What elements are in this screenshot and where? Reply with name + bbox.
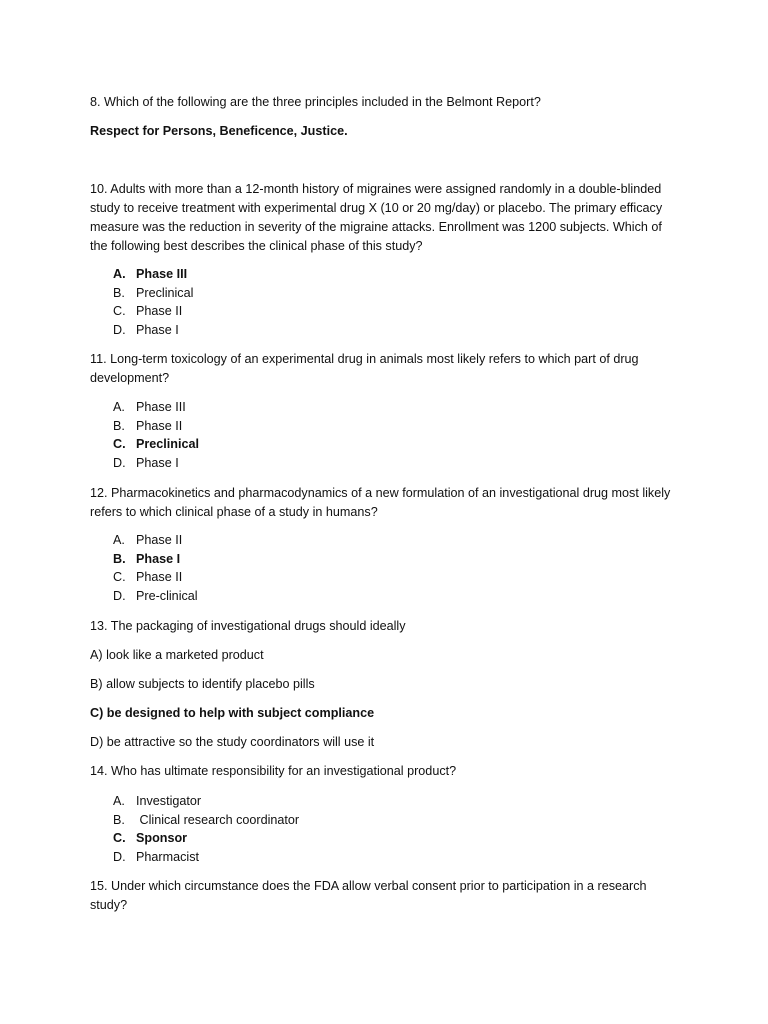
option-letter: B. xyxy=(113,551,126,566)
question-15-text: 15. Under which circumstance does the FDA allow verbal consent prior to participation in a research study? xyxy=(90,879,647,912)
option xyxy=(113,848,299,867)
option xyxy=(113,811,299,830)
question-12-options xyxy=(113,531,198,605)
option-text: Phase I xyxy=(136,455,179,470)
option xyxy=(113,284,193,303)
option xyxy=(113,398,199,417)
question-8-answer: Respect for Persons, Beneficence, Justice. xyxy=(90,124,348,138)
option-letter: A. xyxy=(113,267,126,281)
option-text: Preclinical xyxy=(136,285,194,300)
option-letter: C. xyxy=(113,831,126,846)
option xyxy=(113,587,198,606)
option-letter: B. xyxy=(113,418,125,433)
option xyxy=(113,792,299,811)
question-8-text: 8. Which of the following are the three principles included in the Belmont Report? xyxy=(90,95,541,109)
option-letter: B. xyxy=(113,812,125,827)
question-12-text: 12. Pharmacokinetics and pharmacodynamics of a new formulation of an investigational drug most likely refers to which clinical phase of a study in humans? xyxy=(90,486,671,519)
question-10-options xyxy=(113,265,193,339)
option-text: Pharmacist xyxy=(136,849,199,864)
option xyxy=(113,568,198,587)
question-14-text: 14. Who has ultimate responsibility for an investigational product? xyxy=(90,764,457,778)
option-letter: B. xyxy=(113,285,125,300)
option xyxy=(113,417,199,436)
question-13-option-b: B) allow subjects to identify placebo pills xyxy=(90,677,315,691)
option-text: Phase I xyxy=(136,322,179,337)
option-text: Pre-clinical xyxy=(136,588,198,603)
option xyxy=(113,829,299,848)
option xyxy=(113,531,198,550)
question-14-options xyxy=(113,792,299,866)
option xyxy=(113,302,193,321)
option xyxy=(113,454,199,473)
question-10-text: 10. Adults with more than a 12-month history of migraines were assigned randomly in a double-blinded study to receive treatment with experimental drug X (10 or 20 mg/day) or placebo. The primary efficacy measure was the reduction in severity of the migraine attacks. Enrollment was 1200 subjects. Which of the following best describes the clinical phase of this study? xyxy=(90,182,663,253)
option-letter: C. xyxy=(113,437,126,452)
option-letter: C. xyxy=(113,570,126,585)
option xyxy=(113,435,199,454)
option-letter: D. xyxy=(113,849,126,864)
option xyxy=(113,550,198,569)
option-text: Preclinical xyxy=(136,437,200,452)
option xyxy=(113,265,193,284)
option-letter: C. xyxy=(113,304,126,319)
question-11-text: 11. Long-term toxicology of an experimental drug in animals most likely refers to which part of drug development? xyxy=(90,352,639,385)
option-text: Clinical research coordinator xyxy=(136,812,300,827)
option-text: Phase II xyxy=(136,418,183,433)
option-text: Phase II xyxy=(136,533,183,547)
question-13-option-d: D) be attractive so the study coordinators will use it xyxy=(90,735,375,749)
option-text: Phase II xyxy=(136,570,183,585)
question-11-options xyxy=(113,398,199,472)
option-letter: D. xyxy=(113,455,126,470)
option-text: Investigator xyxy=(136,794,202,808)
option-letter: A. xyxy=(113,794,125,808)
option xyxy=(113,321,193,340)
option-text: Phase II xyxy=(136,304,183,319)
option-letter: A. xyxy=(113,400,125,414)
question-13-option-c: C) be designed to help with subject compliance xyxy=(90,706,375,720)
option-letter: A. xyxy=(113,533,125,547)
option-text: Phase I xyxy=(136,551,181,566)
question-13-text: 13. The packaging of investigational drugs should ideally xyxy=(90,619,406,633)
question-13-option-a: A) look like a marketed product xyxy=(90,648,264,662)
option-text: Phase III xyxy=(136,400,186,414)
option-letter: D. xyxy=(113,588,126,603)
option-letter: D. xyxy=(113,322,126,337)
option-text: Sponsor xyxy=(136,831,188,846)
option-text: Phase III xyxy=(136,267,188,281)
